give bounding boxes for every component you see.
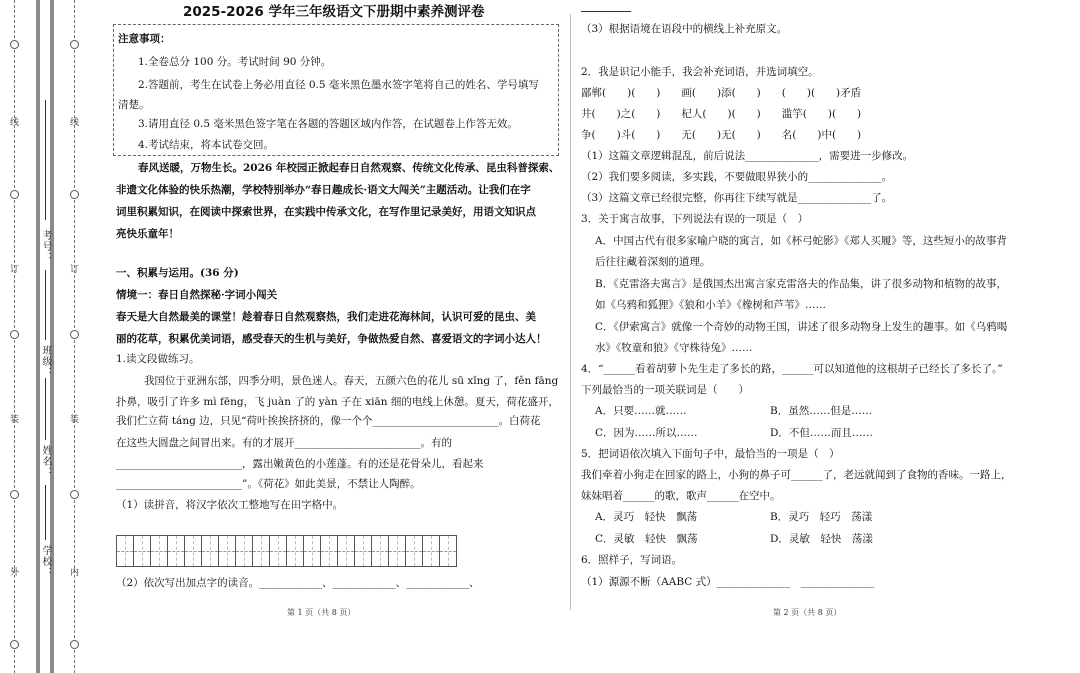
passage-line: ________________________，露出嫩黄色的小莲蓬。有的还是花骨朵儿，看起来 bbox=[116, 458, 484, 470]
binding-hole bbox=[70, 40, 79, 49]
notice-item: 3.请用直径 0.5 毫米黑色签字笔在各题的答题区域内作答，在试题卷上作答无效。 bbox=[138, 118, 518, 130]
question-3-option: A．中国古代有很多家喻户晓的寓言，如《杯弓蛇影》《郑人买履》等，这些短小的故事背 bbox=[595, 235, 1007, 247]
question-1-sub-1: （1）读拼音，将汉字依次工整地写在田字格中。 bbox=[116, 499, 344, 511]
name-field[interactable] bbox=[45, 378, 46, 440]
scenario-title: 情境一：春日自然探秘·字词小闯关 bbox=[116, 289, 278, 301]
passage-line: 在这些大圆盘之间冒出来。有的才展开________________________。有的 bbox=[116, 437, 452, 449]
binding-hole bbox=[70, 490, 79, 499]
inner-mark: 订 bbox=[70, 265, 80, 275]
notice-heading: 注意事项： bbox=[118, 33, 171, 45]
idiom-row: 鄙郸( )( ) 画( )添( ) ( )( )矛盾 bbox=[581, 87, 862, 99]
intro-line: 春风送暖，万物生长。2026 年校园正掀起春日自然观察、传统文化传承、昆虫科普探索、 bbox=[138, 162, 560, 174]
notice-item: 2.答题前，考生在试卷上务必用直径 0.5 毫米黑色墨水签字笔将自己的姓名、学号填写 bbox=[138, 79, 539, 91]
question-6-title: 6．照样子，写词语。 bbox=[581, 554, 683, 566]
idiom-row: 井( )之( ) 杞人( )( ) 滥竽( )( ) bbox=[581, 108, 862, 120]
question-3-option: 水》《牧童和狼》《守株待兔》…… bbox=[595, 342, 753, 354]
page-divider bbox=[570, 14, 571, 610]
scenario-desc: 春天是大自然最美的课堂！趁着春日自然观察热，我们走进花海林间，认识可爱的昆虫、美 bbox=[116, 311, 536, 323]
question-4-option[interactable]: A．只要……就…… bbox=[595, 405, 687, 417]
question-5-option[interactable]: C．灵敏 轻快 飘荡 bbox=[595, 533, 698, 545]
question-1-sub-3: （3）根据语境在语段中的横线上补充原文。 bbox=[581, 23, 788, 35]
question-4-option[interactable]: C．因为……所以…… bbox=[595, 427, 698, 439]
question-3-title: 3．关于寓言故事，下列说法有误的一项是（ ） bbox=[581, 213, 809, 225]
page-footer: 第 2 页（共 8 页） bbox=[773, 608, 842, 617]
binding-hole bbox=[10, 640, 19, 649]
binding-hole bbox=[10, 330, 19, 339]
question-5-option[interactable]: B．灵巧 轻巧 荡漾 bbox=[770, 511, 873, 523]
question-3-option: B．《克雷洛夫寓言》是俄国杰出寓言家克雷洛夫的作品集，讲了很多动物和植物的故事， bbox=[595, 278, 1007, 290]
student-id-label: 考号： bbox=[40, 230, 51, 263]
inner-mark: 内 bbox=[70, 568, 80, 578]
passage-line: 我国位于亚洲东部，四季分明，景色迷人。春天，五颜六色的花儿 sū xǐng 了，fěn fāng bbox=[144, 375, 559, 387]
passage-line: ________________________”。《荷花》如此美景，不禁让人陶醉。 bbox=[116, 478, 421, 490]
question-6-sub: （1）源源不断（AABC 式）______________ ______________ bbox=[581, 576, 875, 588]
intro-line: 词里积累知识，在阅读中探索世界，在实践中传承文化，在写作里记录美好，用语文知识点 bbox=[116, 206, 536, 218]
binding-hole bbox=[70, 190, 79, 199]
outer-mark: 线 bbox=[10, 118, 20, 128]
inner-mark: 线 bbox=[70, 118, 80, 128]
tianzige-grid[interactable] bbox=[116, 535, 457, 567]
question-5-text: 我们牵着小狗走在回家的路上，小狗的鼻子可______了，老远就闻到了食物的香味。一路上， bbox=[581, 469, 1012, 481]
notice-item: 清楚。 bbox=[118, 99, 150, 111]
answer-line[interactable] bbox=[581, 11, 631, 12]
student-id-field[interactable] bbox=[45, 100, 46, 220]
question-5-text: 妹妹唱着______的歌，歌声______在空中。 bbox=[581, 490, 781, 502]
intro-line: 亮快乐童年！ bbox=[116, 228, 179, 240]
question-5-title: 5．把词语依次填入下面句子中，最恰当的一项是（ ） bbox=[581, 448, 840, 460]
outer-mark: 装 bbox=[10, 415, 20, 425]
exam-title: 2025-2026 学年三年级语文下册期中素养测评卷 bbox=[183, 4, 485, 20]
idiom-row: 争( )斗( ) 无( )无( ) 名( )中( ) bbox=[581, 129, 862, 141]
scenario-desc: 丽的花草，积累优美词语，感受春天的生机与美好，争做热爱自然、喜爱语文的字词小达人！ bbox=[116, 333, 547, 345]
question-1-title: 1.读文段做练习。 bbox=[116, 353, 200, 365]
binding-hole bbox=[70, 330, 79, 339]
intro-line: 非遗文化体验的快乐热潮，学校特别举办“春日趣成长·语文大闯关”主题活动。让我们在字 bbox=[116, 184, 531, 196]
question-5-option[interactable]: A．灵巧 轻快 飘荡 bbox=[595, 511, 698, 523]
passage-line: 我们伫立荷 táng 边，只见“荷叶挨挨挤挤的，像一个个________________________。白荷花 bbox=[116, 415, 541, 427]
notice-item: 4.考试结束，将本试卷交回。 bbox=[138, 139, 275, 151]
binding-hole bbox=[70, 640, 79, 649]
school-label: 学校： bbox=[40, 545, 51, 578]
passage-line: 扑鼻，吸引了许多 mì fēng，飞 juàn 了的 yàn 子在 xiān 细的电线上休憩。夏天，荷花盛开， bbox=[116, 396, 559, 408]
binding-hole bbox=[10, 40, 19, 49]
question-5-option[interactable]: D．灵敏 轻快 荡漾 bbox=[770, 533, 873, 545]
question-4-option[interactable]: B．虽然……但是…… bbox=[770, 405, 873, 417]
question-4-title: 4．“______看着胡萝卜先生走了多长的路，______可以知道他的这根胡子已经长了多长了。” bbox=[581, 363, 1003, 375]
question-4-option[interactable]: D．不但……而且…… bbox=[770, 427, 873, 439]
question-3-option: 如《乌鸦和狐狸》《狼和小羊》《橡树和芦苇》…… bbox=[595, 299, 826, 311]
page-footer: 第 1 页（共 8 页） bbox=[287, 608, 356, 617]
outer-mark: 订 bbox=[10, 265, 20, 275]
outer-mark: 外 bbox=[10, 568, 20, 578]
question-2-sub: （1）这篇文章逻辑混乱，前后说法______________，需要进一步修改。 bbox=[581, 150, 914, 162]
question-2-sub: （3）这篇文章已经很完整，你再往下续写就是______________了。 bbox=[581, 192, 893, 204]
question-3-option: 后往往藏着深刻的道理。 bbox=[595, 256, 711, 268]
question-2-sub: （2）我们要多阅读，多实践，不要做眼界狭小的______________。 bbox=[581, 171, 893, 183]
binding-hole bbox=[10, 190, 19, 199]
question-1-sub-2: （2）依次写出加点字的读音。____________、____________、____________、 bbox=[116, 577, 480, 589]
class-field[interactable] bbox=[45, 270, 46, 340]
school-field[interactable] bbox=[45, 485, 46, 540]
question-3-option: C．《伊索寓言》就像一个奇妙的动物王国，讲述了很多动物身上发生的趣事。如《乌鸦喝 bbox=[595, 321, 1008, 333]
question-2-title: 2．我是识记小能手，我会补充词语，并选词填空。 bbox=[581, 66, 819, 78]
notice-item: 1.全卷总分 100 分。考试时间 90 分钟。 bbox=[138, 56, 332, 68]
class-label: 班级： bbox=[40, 345, 51, 378]
inner-mark: 装 bbox=[70, 415, 80, 425]
question-4-sub: 下列最恰当的一项关联词是（ ） bbox=[581, 384, 749, 396]
binding-hole bbox=[10, 490, 19, 499]
section-heading: 一、积累与运用。(36 分) bbox=[116, 267, 239, 279]
name-label: 姓名： bbox=[40, 445, 51, 478]
